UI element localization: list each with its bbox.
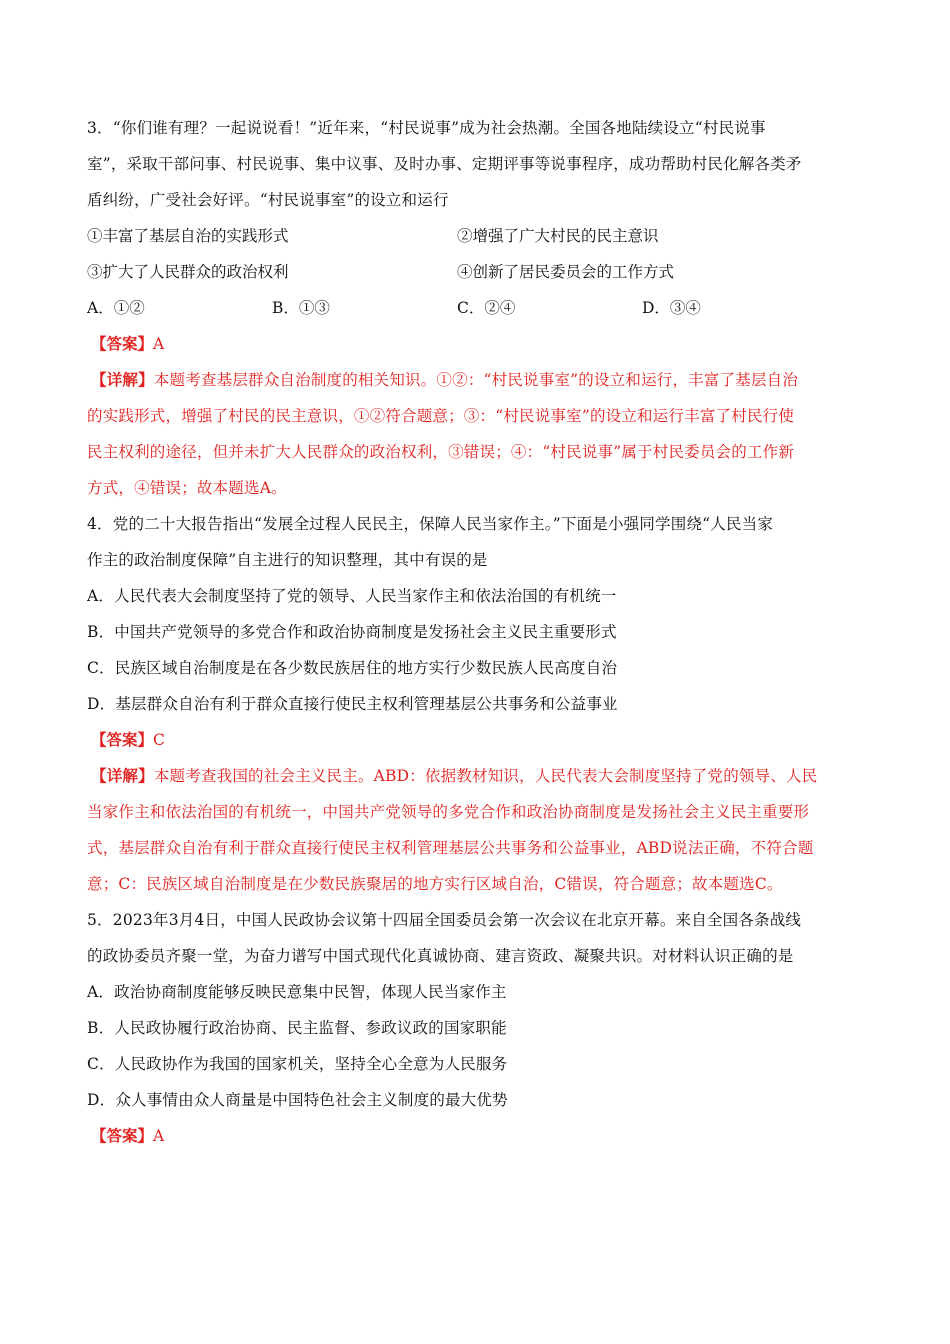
question-stem-line: 4．党的二十大报告指出“发展全过程人民民主，保障人民当家作主。”下面是小强同学围绕“人民当家 xyxy=(87,515,774,533)
option-row xyxy=(87,290,867,326)
answer-label: 【答案】 xyxy=(91,1126,154,1145)
detail-line: 方式，④错误；故本题选A。 xyxy=(87,479,287,497)
option-d: D．③④ xyxy=(642,299,701,317)
detail-line: 当家作主和依法治国的有机统一，中国共产党领导的多党合作和政治协商制度是发扬社会主义民主重要形 xyxy=(87,803,810,821)
question-3 xyxy=(87,110,867,506)
document-page xyxy=(87,110,867,1154)
answer-label: 【答案】 xyxy=(91,334,154,353)
statement-row xyxy=(87,254,867,290)
statement-item: ④创新了居民委员会的工作方式 xyxy=(457,263,675,281)
answer-value: C xyxy=(153,731,165,749)
detail-line: 的实践形式，增强了村民的民主意识，①②符合题意；③：“村民说事室”的设立和运行丰富了村民行使 xyxy=(87,407,795,425)
statement-item: ②增强了广大村民的民主意识 xyxy=(457,227,659,245)
option-b: B．①③ xyxy=(272,299,330,317)
question-5 xyxy=(87,902,867,1154)
question-stem-line: 的政协委员齐聚一堂，为奋力谱写中国式现代化真诚协商、建言资政、凝聚共识。对材料认识正确的是 xyxy=(87,947,794,965)
detail-line xyxy=(87,362,867,398)
question-stem-line: 3．“你们谁有理？一起说说看！”近年来，“村民说事”成为社会热潮。全国各地陆续设立“村民说事 xyxy=(87,119,766,137)
detail-label: 【详解】 xyxy=(91,766,154,785)
answer-line xyxy=(87,326,867,362)
detail-label: 【详解】 xyxy=(91,370,154,389)
option-a: A．政治协商制度能够反映民意集中民智，体现人民当家作主 xyxy=(87,983,507,1001)
option-c: C．②④ xyxy=(457,299,516,317)
option-c: C．人民政协作为我国的国家机关，坚持全心全意为人民服务 xyxy=(87,1055,508,1073)
statement-item: ③扩大了人民群众的政治权利 xyxy=(87,263,289,281)
question-stem-line: 室”，采取干部问事、村民说事、集中议事、及时办事、定期评事等说事程序，成功帮助村民化解各类矛 xyxy=(87,155,802,173)
question-stem-line: 5．2023年3月4日，中国人民政协会议第十四届全国委员会第一次会议在北京开幕。来自全国各条战线 xyxy=(87,911,802,929)
question-stem-line: 作主的政治制度保障”自主进行的知识整理，其中有误的是 xyxy=(87,551,488,569)
statement-row xyxy=(87,218,867,254)
option-b: B．人民政协履行政治协商、民主监督、参政议政的国家职能 xyxy=(87,1019,507,1037)
question-4 xyxy=(87,506,867,902)
detail-line: 式，基层群众自治有利于群众直接行使民主权利管理基层公共事务和公益事业，ABD说法正确，不符合题 xyxy=(87,839,814,857)
answer-line xyxy=(87,1118,867,1154)
detail-line: 民主权利的途径，但并未扩大人民群众的政治权利，③错误；④：“村民说事”属于村民委员会的工作新 xyxy=(87,443,795,461)
option-b: B．中国共产党领导的多党合作和政治协商制度是发扬社会主义民主重要形式 xyxy=(87,623,617,641)
answer-line xyxy=(87,722,867,758)
option-a: A．①② xyxy=(87,299,145,317)
answer-value: A xyxy=(153,335,165,353)
option-d: D．基层群众自治有利于群众直接行使民主权利管理基层公共事务和公益事业 xyxy=(87,695,618,713)
statement-item: ①丰富了基层自治的实践形式 xyxy=(87,227,289,245)
answer-value: A xyxy=(153,1127,165,1145)
detail-text: 本题考查基层群众自治制度的相关知识。①②：“村民说事室”的设立和运行，丰富了基层自治 xyxy=(153,371,799,389)
option-d: D．众人事情由众人商量是中国特色社会主义制度的最大优势 xyxy=(87,1091,508,1109)
answer-label: 【答案】 xyxy=(91,730,154,749)
detail-text: 本题考查我国的社会主义民主。ABD：依据教材知识，人民代表大会制度坚持了党的领导、人民 xyxy=(153,767,818,785)
detail-line xyxy=(87,758,867,794)
option-c: C．民族区域自治制度是在各少数民族居住的地方实行少数民族人民高度自治 xyxy=(87,659,618,677)
question-stem-line: 盾纠纷，广受社会好评。“村民说事室”的设立和运行 xyxy=(87,191,449,209)
option-a: A．人民代表大会制度坚持了党的领导、人民当家作主和依法治国的有机统一 xyxy=(87,587,617,605)
detail-line: 意；C：民族区域自治制度是在少数民族聚居的地方实行区域自治，C错误，符合题意；故本题选C。 xyxy=(87,875,783,893)
